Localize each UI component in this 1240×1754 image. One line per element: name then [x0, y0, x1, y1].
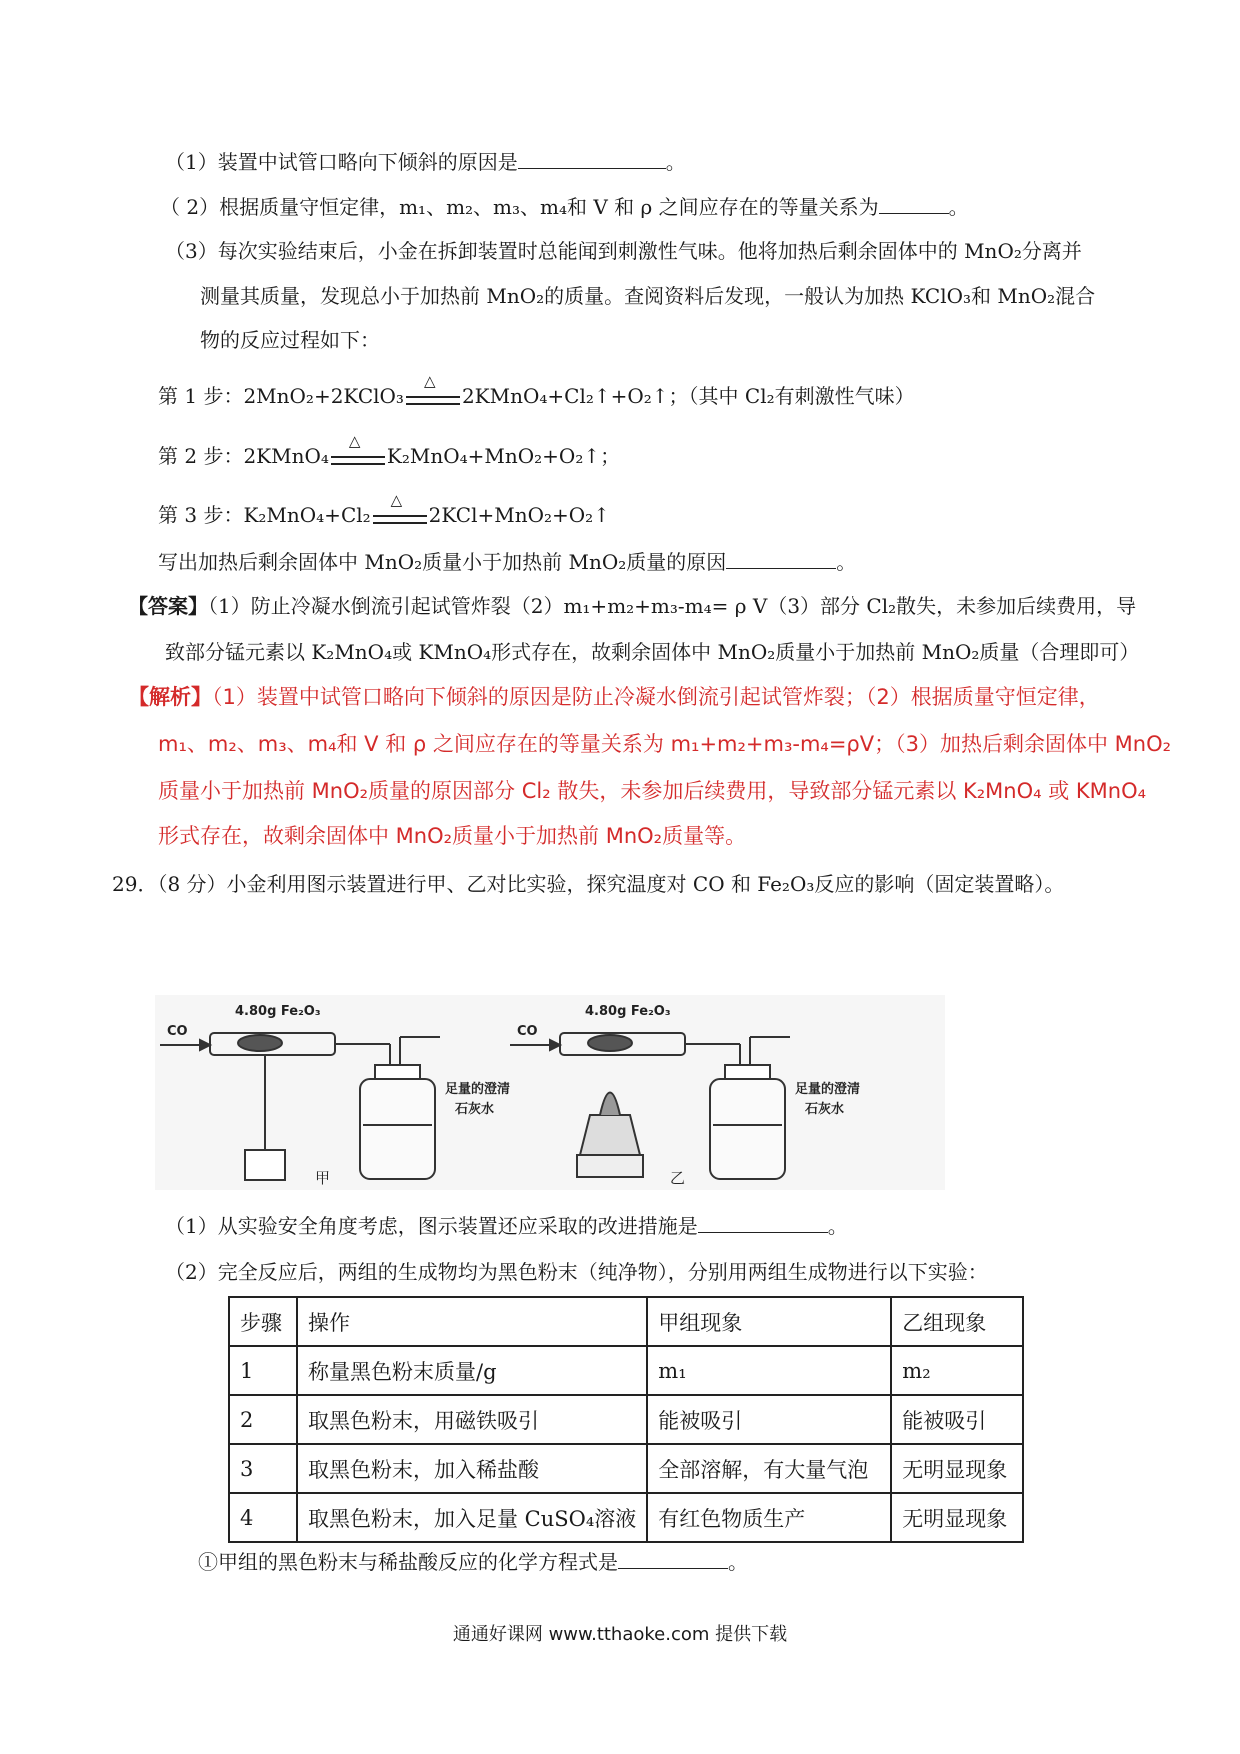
bottle-stopper	[375, 1065, 420, 1079]
q29-part1: （1）从实验安全角度考虑，图示装置还应采取的改进措施是 。	[165, 1214, 848, 1238]
wire-gauze-burner	[580, 1115, 640, 1155]
analysis-line-2: m₁、m₂、m₃、m₄和 V 和 ρ 之间应存在的等量关系为 m₁+m₂+m₃-m₄=ρV；（3）加热后剩余固体中 MnO₂	[158, 732, 1172, 756]
q28-part2: （ 2）根据质量守恒定律，m₁、m₂、m₃、m₄和 V 和 ρ 之间应存在的等量关系为 。	[160, 195, 969, 219]
apparatus-drawing	[155, 995, 945, 1190]
bottle-label-2: 石灰水	[455, 1102, 495, 1117]
svg-text:4.80g Fe₂O₃: 4.80g Fe₂O₃	[585, 1004, 671, 1019]
analysis-line-1: 【解析】（1）装置中试管口略向下倾斜的原因是防止冷凝水倒流引起试管炸裂；（2）根据质量守恒定律，	[128, 685, 1100, 709]
answer-blank	[879, 193, 949, 214]
answer-blank	[726, 548, 836, 569]
q29-part2: （2）完全反应后，两组的生成物均为黑色粉末（纯净物），分别用两组生成物进行以下实验：	[165, 1260, 988, 1284]
svg-text:CO: CO	[517, 1024, 538, 1039]
alcohol-lamp	[245, 1150, 285, 1180]
page-footer: 通通好课网 www.tthaoke.com 提供下载	[452, 1624, 788, 1645]
table-row: 3 取黑色粉末，加入稀盐酸 全部溶解，有大量气泡 无明显现象	[229, 1444, 1023, 1493]
co-label: CO	[167, 1024, 188, 1039]
table-row: 2 取黑色粉末，用磁铁吸引 能被吸引 能被吸引	[229, 1395, 1023, 1444]
q28-ask: 写出加热后剩余固体中 MnO₂质量小于加热前 MnO₂质量的原因 。	[158, 550, 857, 574]
heat-equals-sign: △	[329, 447, 387, 469]
svg-text:足量的澄清: 足量的澄清	[795, 1082, 861, 1097]
heat-equals-sign: △	[371, 506, 429, 528]
analysis-line-3: 质量小于加热前 MnO₂质量的原因部分 Cl₂ 散失，未参加后续费用，导致部分锰元素以 K₂MnO₄ 或 KMnO₄	[158, 779, 1147, 803]
limewater-bottle	[360, 1079, 435, 1179]
answer-blank	[518, 148, 666, 169]
fe2o3-sample	[238, 1035, 282, 1051]
q28-part3-line2: 测量其质量，发现总小于加热前 MnO₂的质量。查阅资料后发现，一般认为加热 KClO₃和 MnO₂混合	[200, 284, 1096, 308]
reaction-step-2: 第 2 步：2KMnO₄ △ K₂MnO₄+MnO₂+O₂↑；	[158, 431, 621, 468]
q29-title: 29．（8 分）小金利用图示装置进行甲、乙对比实验，探究温度对 CO 和 Fe₂O₃反应的影响（固定装置略）。	[112, 872, 1065, 896]
experiment-table	[228, 1296, 1024, 1543]
q29-sub1: ①甲组的黑色粉末与稀盐酸反应的化学方程式是 。	[198, 1550, 748, 1574]
table-row: 4 取黑色粉末，加入足量 CuSO₄溶液 有红色物质生产 无明显现象	[229, 1493, 1023, 1542]
table-row: 1 称量黑色粉末质量/g m₁ m₂	[229, 1346, 1023, 1395]
sample-label: 4.80g Fe₂O₃	[235, 1004, 321, 1019]
reaction-step-3: 第 3 步：K₂MnO₄+Cl₂ △ 2KCl+MnO₂+O₂↑	[158, 490, 610, 527]
answer-blank	[698, 1212, 828, 1233]
q28-part3-line3: 物的反应过程如下：	[200, 328, 380, 352]
table-header-row: 步骤 操作 甲组现象 乙组现象	[229, 1297, 1023, 1346]
heat-equals-sign: △	[404, 387, 462, 409]
apparatus-figure	[155, 995, 945, 1190]
answer-line-1: 【答案】（1）防止冷凝水倒流引起试管炸裂（2）m₁+m₂+m₃-m₄= ρ V（3）部分 Cl₂散失，未参加后续费用，导	[128, 594, 1137, 618]
analysis-line-4: 形式存在，故剩余固体中 MnO₂质量小于加热前 MnO₂质量等。	[158, 824, 747, 848]
q28-part3-line1: （3）每次实验结束后，小金在拆卸装置时总能闻到刺激性气味。他将加热后剩余固体中的 MnO₂分离并	[165, 239, 1082, 263]
reaction-step-1: 第 1 步：2MnO₂+2KClO₃ △ 2KMnO₄+Cl₂↑+O₂↑；（其中 Cl₂有刺激性气味）	[158, 371, 915, 408]
caption-left: 甲	[315, 1169, 331, 1187]
answer-blank	[618, 1548, 728, 1569]
answer-line-2: 致部分锰元素以 K₂MnO₄或 KMnO₄形式存在，故剩余固体中 MnO₂质量小于加热前 MnO₂质量（合理即可）	[165, 640, 1140, 664]
svg-text:石灰水: 石灰水	[805, 1102, 845, 1117]
caption-right: 乙	[670, 1169, 686, 1187]
q28-part1: （1）装置中试管口略向下倾斜的原因是 。	[165, 150, 686, 174]
bottle-label-1: 足量的澄清	[445, 1082, 511, 1097]
